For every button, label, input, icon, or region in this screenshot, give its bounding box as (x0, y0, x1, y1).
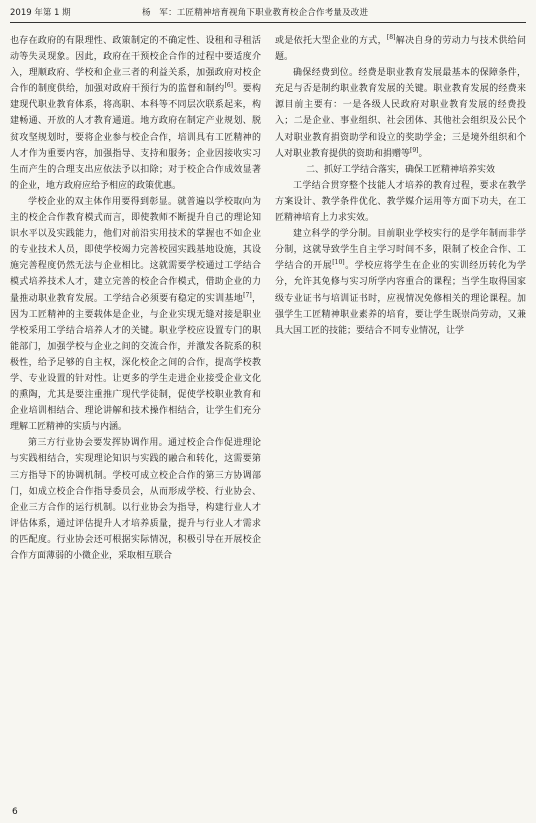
running-header (10, 6, 526, 23)
body-paragraph (275, 65, 526, 162)
paragraph-text: 第三方行业协会要发挥协调作用。通过校企合作促进理论与实践相结合，实现理论知识与实践的融合和转化，这需要第三方指导下的协调机制。学校可成立校企合作的第三方协调部门，如成立校企合作指导委员会，从而形成学校、行业协会、企业三方合作的运行机制。以行业协会为指导，构建行业人才评估体系，通过评估提升人才培养质量，提升与行业人才需求的匹配度。行业协会还可根据实际情况，积极引导在开展校企合作方面薄弱的小微企业，采取相互联合 (10, 438, 261, 561)
issue-label: 2019 年第 1 期 (10, 8, 71, 18)
citation-marker: [10] (332, 259, 345, 267)
paragraph-text: 建立科学的学分制。目前职业学校实行的是学年制而非学分制，这就导致学生自主学习时间不多，限制了校企合作、工学结合的开展 (275, 229, 526, 272)
citation-marker: [7] (243, 291, 252, 299)
article-body (10, 33, 526, 793)
paragraph-text: 或是依托大型企业的方式， (275, 36, 387, 46)
body-paragraph (275, 226, 526, 339)
citation-marker: [9] (410, 146, 419, 154)
left-column (10, 33, 261, 793)
paragraph-text-continued: 。学校应将学生在企业的实训经历转化为学分，允许其免修与实习所学内容重合的课程；当学生取得国家级专业证书与培训证书时，应视情况免修相关的理论课程。加强学生工匠精神职业素养的培育，要让学生既崇尚劳动，又兼具大国工匠的技能；要结合不同专业情况，让学 (275, 261, 526, 336)
paragraph-text: 学校企业的双主体作用要得到彰显。就普遍以学校取向为主的校企合作教育模式而言，即使教师不断提升自己的理论知识水平以及实践能力，他们对前沿实用技术的掌握也不如企业的专业技术人员，即使学校竭力完善校园实践基地设施，其设施完善程度仍然无法与企业相比。这就需要学校通过工学结合模式培养技术人才，建立完善的校企合作模式，借助企业的力量推动职业教育发展。工学结合必须要有稳定的实训基地 (10, 196, 261, 304)
paragraph-text: 工学结合贯穿整个技能人才培养的教育过程，要求在教学方案设计、教学条件优化、教学媒介运用等方面下功夫，在工匠精神培育上力求实效。 (275, 180, 526, 224)
citation-marker: [8] (386, 34, 396, 41)
body-paragraph (10, 33, 261, 194)
paragraph-text-continued: 。要构建现代职业教育体系，将高职、本科等不同层次联系起来，构建畅通、开放的人才教育通道。地方政府在制定产业规划、脱贫攻坚规划时，要将企业参与校企合作，培训具有工匠精神的人才作为重要内容，加强指导、支持和服务；企业因接收实习生而产生的合理支出应依法予以扣除；对于校企合作成效显著的企业，地方政府应给予相应的政策优惠。 (10, 84, 261, 191)
body-paragraph (275, 178, 526, 226)
body-paragraph (275, 33, 526, 65)
paragraph-text: 确保经费到位。经费是职业教育发展最基本的保障条件，充足与否是制约职业教育发展的关键。职业教育发展的经费来源目前主要有：一是各级人民政府对职业教育发展的经费投入；二是企业、事业组织、社会团体、其他社会组织及公民个人对职业教育捐资助学和设立的奖助学金；三是境外组织和个人对职业教育提供的资助和捐赠等 (275, 68, 526, 159)
paragraph-text-continued: 解决自身的劳动力与技术供给问题。 (275, 36, 526, 63)
paragraph-text: 二、抓好工学结合落实，确保工匠精神培养实效 (305, 164, 495, 175)
body-paragraph (10, 194, 261, 435)
right-column (275, 33, 526, 793)
paragraph-text: 也存在政府的有限理性、政策制定的不确定性、设租和寻租活动等失灵现象。因此，政府在干预校企合作的过程中要适度介入，理顺政府、学校和企业三者的利益关系，加强政府对校企合作的制度供给，加强对政府干预行为的监督和制约 (10, 36, 261, 95)
section-heading (275, 162, 526, 178)
body-paragraph (10, 435, 261, 564)
running-title: 杨 军：工匠精神培育视角下职业教育校企合作考量及改进 (142, 8, 369, 18)
paragraph-text-continued: ，因为工匠精神的主要载体是企业，与企业实现无缝对接是职业学校采用工学结合培养人才的关键。职业学校应设置专门的职能部门，加强学校与企业之间的交流合作，并激发各院系的积极性，给予足够的自主权，深化校企之间的合作，提高学校教学、专业设置的针对性。让更多的学生走进企业接受企业文化的熏陶，尤其是要注重推广现代学徒制，促使学校职业教育和企业培训相结合、理论讲解和技术操作相结合，让学生们充分理解工匠精神的实质与内涵。 (10, 293, 261, 433)
page-number: 6 (12, 807, 18, 817)
citation-marker: [6] (224, 82, 233, 90)
paragraph-text-continued: 。 (418, 148, 428, 159)
